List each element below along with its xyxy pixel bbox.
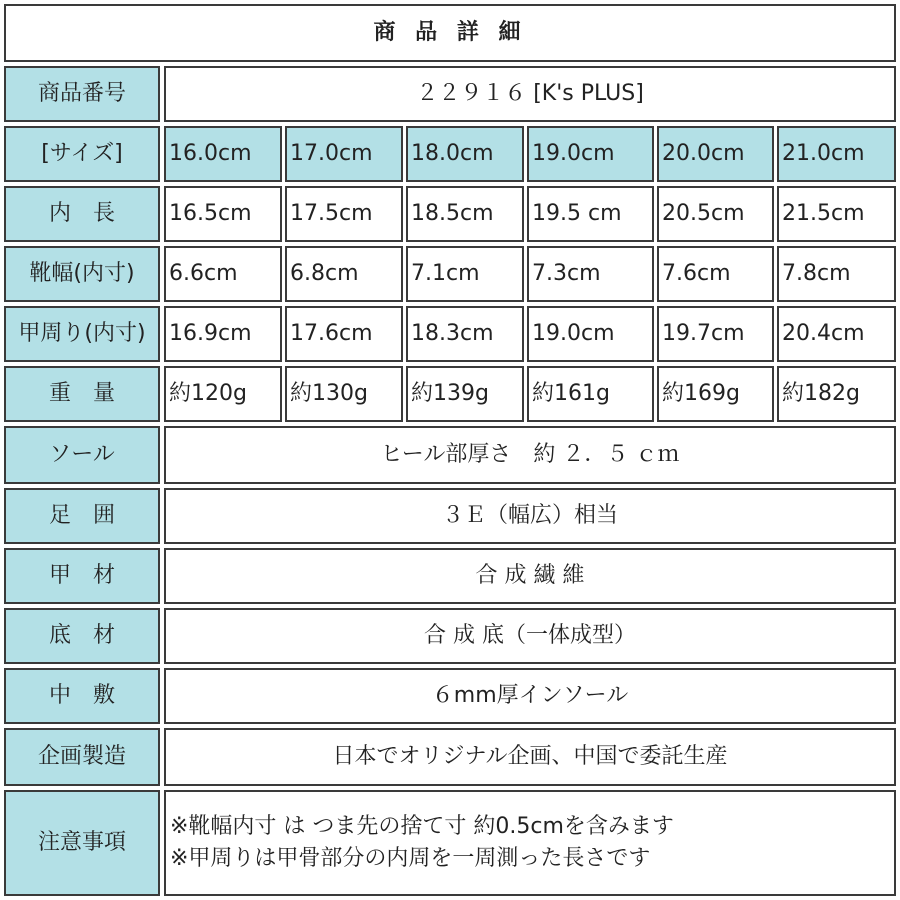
size-19-0: 19.0cm: [527, 126, 654, 182]
instep-value: 19.0cm: [527, 306, 654, 362]
size-17-0: 17.0cm: [285, 126, 403, 182]
width-value: 7.6cm: [657, 246, 774, 302]
instep-value: 17.6cm: [285, 306, 403, 362]
instep-value: 19.7cm: [657, 306, 774, 362]
width-value: 7.3cm: [527, 246, 654, 302]
label-notes: 注意事項: [4, 790, 160, 896]
note-line: ※靴幅内寸 は つま先の捨て寸 約0.5cmを含みます: [170, 813, 674, 839]
label-girth: 足 囲: [4, 488, 160, 544]
size-20-0: 20.0cm: [657, 126, 774, 182]
value-manufacture: 日本でオリジナル企画、中国で委託生産: [164, 728, 896, 786]
value-sole: ヒール部厚さ 約 ２．５ ｃｍ: [164, 426, 896, 484]
label-size: [サイズ]: [4, 126, 160, 182]
label-outsole: 底 材: [4, 608, 160, 664]
inner-length-value: 16.5cm: [164, 186, 282, 242]
note-line: ※甲周りは甲骨部分の内周を一周測った長さです: [170, 846, 651, 871]
label-upper-material: 甲 材: [4, 548, 160, 604]
label-insole: 中 敷: [4, 668, 160, 724]
size-21-0: 21.0cm: [777, 126, 896, 182]
label-sole: ソール: [4, 426, 160, 484]
size-18-0: 18.0cm: [406, 126, 524, 182]
label-width: 靴幅(内寸): [4, 246, 160, 302]
width-value: 7.1cm: [406, 246, 524, 302]
value-outsole: 合 成 底（一体成型）: [164, 608, 896, 664]
label-product-number: 商品番号: [4, 66, 160, 122]
weight-value: 約161g: [527, 366, 654, 422]
label-inner-length: 内 長: [4, 186, 160, 242]
instep-value: 20.4cm: [777, 306, 896, 362]
width-value: 6.8cm: [285, 246, 403, 302]
weight-value: 約120g: [164, 366, 282, 422]
inner-length-value: 20.5cm: [657, 186, 774, 242]
inner-length-value: 21.5cm: [777, 186, 896, 242]
inner-length-value: 17.5cm: [285, 186, 403, 242]
label-manufacture: 企画製造: [4, 728, 160, 786]
instep-value: 16.9cm: [164, 306, 282, 362]
weight-value: 約169g: [657, 366, 774, 422]
label-weight: 重 量: [4, 366, 160, 422]
inner-length-value: 19.5 cm: [527, 186, 654, 242]
weight-value: 約139g: [406, 366, 524, 422]
instep-value: 18.3cm: [406, 306, 524, 362]
table-title: 商 品 詳 細: [4, 4, 896, 62]
label-instep: 甲周り(内寸): [4, 306, 160, 362]
value-insole: ６mm厚インソール: [164, 668, 896, 724]
width-value: 6.6cm: [164, 246, 282, 302]
value-girth: ３Ｅ（幅広）相当: [164, 488, 896, 544]
value-notes: [164, 790, 896, 896]
value-upper-material: 合 成 繊 維: [164, 548, 896, 604]
weight-value: 約130g: [285, 366, 403, 422]
weight-value: 約182g: [777, 366, 896, 422]
width-value: 7.8cm: [777, 246, 896, 302]
inner-length-value: 18.5cm: [406, 186, 524, 242]
size-16-0: 16.0cm: [164, 126, 282, 182]
value-product-number: ２２９１６ [K's PLUS]: [164, 66, 896, 122]
